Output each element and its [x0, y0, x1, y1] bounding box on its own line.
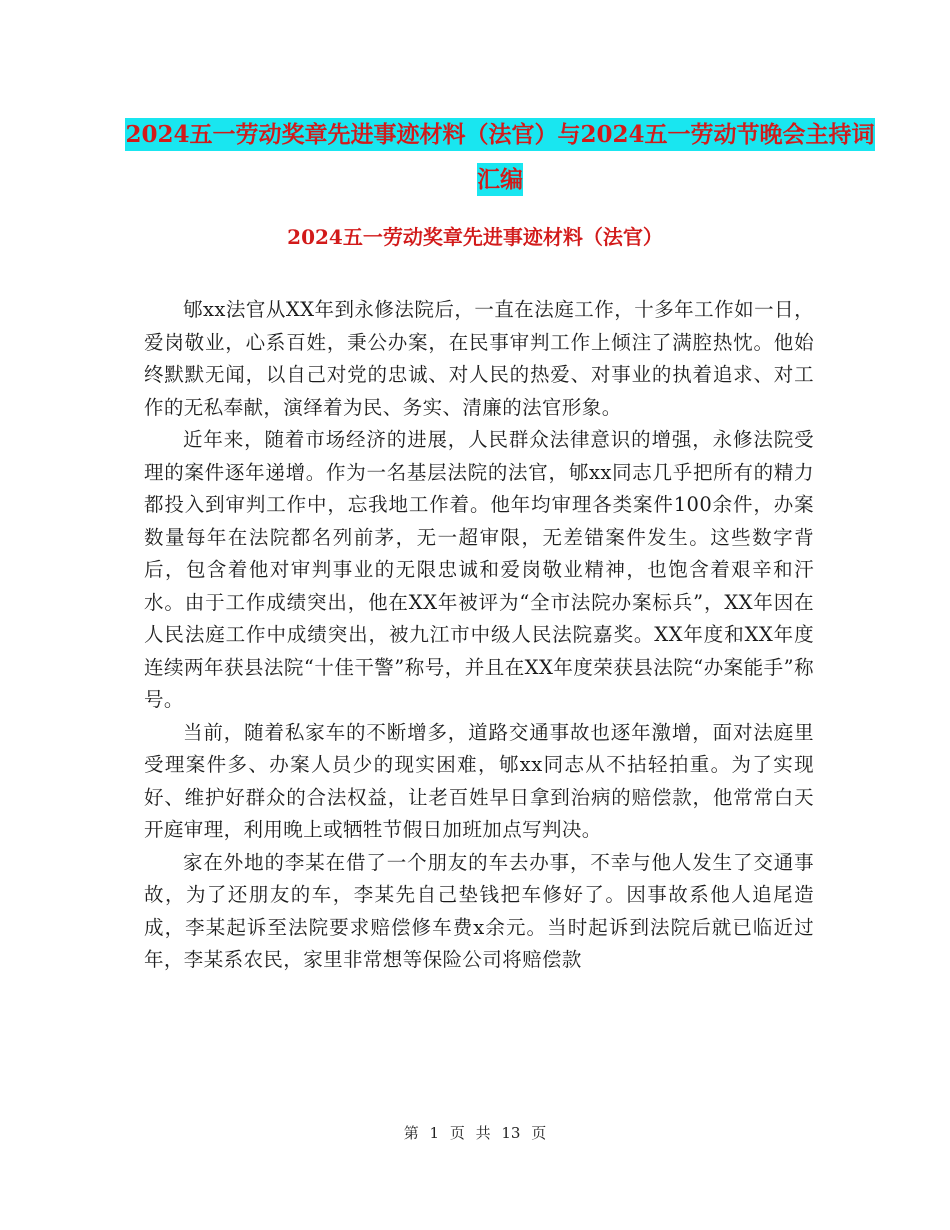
paragraph: 当前，随着私家车的不断增多，道路交通事故也逐年激增，面对法庭里受理案件多、办案人员少的现实困难，郇xx同志从不拈轻拍重。为了实现好、维护好群众的合法权益，让老百姓早日拿到治病的赔偿款，他常常白天开庭审理，利用晚上或牺牲节假日加班加点写判决。 [144, 720, 814, 841]
section-heading: 2024五一劳动奖章先进事迹材料（法官） [287, 225, 663, 249]
paragraph: 家在外地的李某在借了一个朋友的车去办事，不幸与他人发生了交通事故，为了还朋友的车，李某先自己垫钱把车修好了。因事故系他人追尾造成，李某起诉至法院要求赔偿修车费x余元。当时起诉到法院后就已临近过年，李某系农民，家里非常想等保险公司将赔偿款 [144, 850, 814, 971]
page-footer: 第 1 页 共 13 页 [403, 1124, 547, 1142]
paragraph: 近年来，随着市场经济的进展，人民群众法律意识的增强，永修法院受理的案件逐年递增。作为一名基层法院的法官，郇xx同志几乎把所有的精力都投入到审判工作中，忘我地工作着。他年均审理各类案件100余件，办案数量每年在法院都名列前茅，无一超审限，无差错案件发生。这些数字背后，包含着他对审判事业的无限忠诚和爱岗敬业精神，也饱含着艰辛和汗水。由于工作成绩突出，他在XX年被评为“全市法院办案标兵”，XX年因在人民法庭工作中成绩突出，被九江市中级人民法院嘉奖。XX年度和XX年度连续两年获县法院“十佳干警”称号，并且在XX年度荣获县法院“办案能手”称号。 [144, 428, 814, 711]
document-body [144, 294, 814, 977]
paragraph: 郇xx法官从XX年到永修法院后，一直在法庭工作，十多年工作如一日，爱岗敬业，心系百姓，秉公办案，在民事审判工作上倾注了满腔热忱。他始终默默无闻，以自己对党的忠诚、对人民的热爱、对事业的执着追求、对工作的无私奉献，演绎着为民、务实、清廉的法官形象。 [144, 298, 814, 419]
document-title [120, 112, 880, 202]
title-highlight: 2024五一劳动奖章先进事迹材料（法官）与2024五一劳动节晚会主持词汇编 [125, 118, 874, 196]
